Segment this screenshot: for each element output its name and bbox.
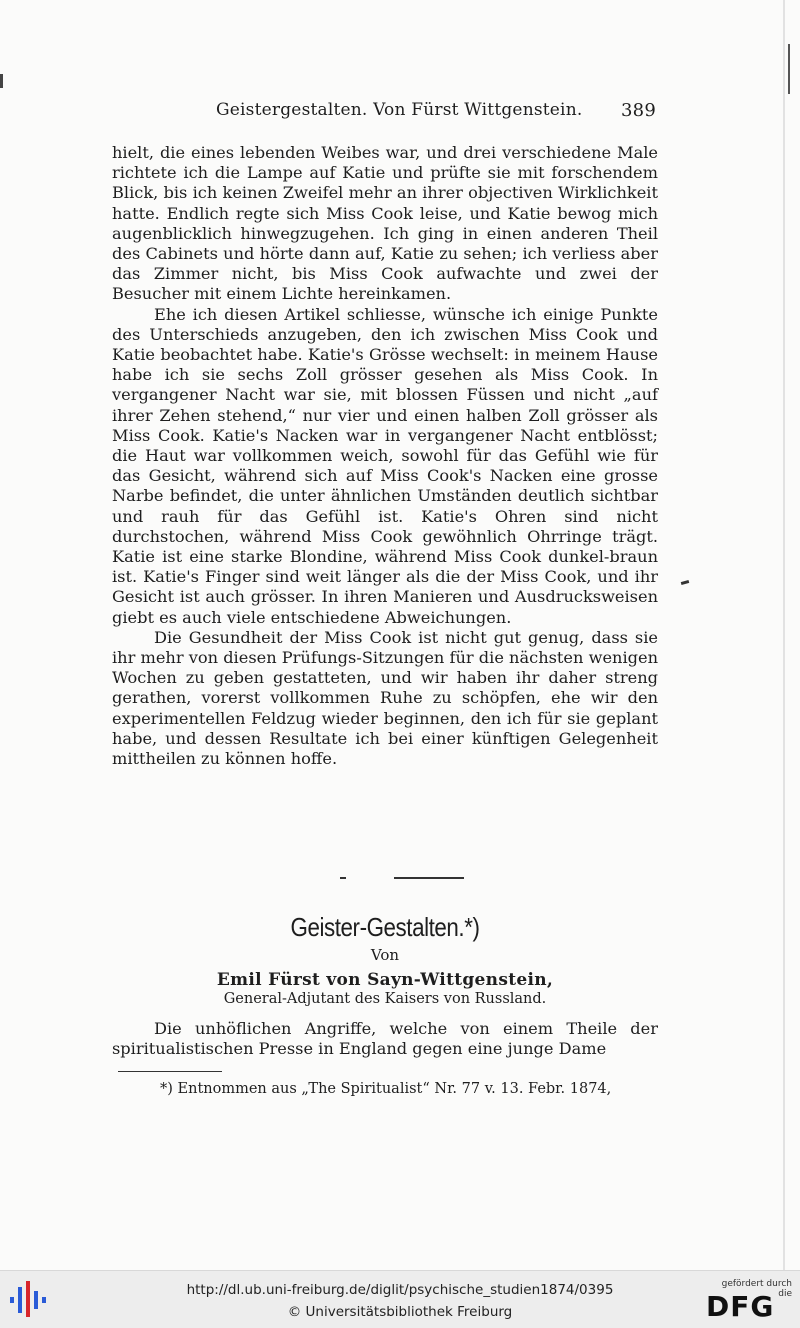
scan-edge-mark (0, 74, 3, 88)
body-text-lower (112, 1019, 658, 1059)
footnote-rule (118, 1071, 222, 1072)
scan-edge-shadow (788, 44, 790, 94)
running-head (216, 100, 656, 120)
viewer-footer (0, 1270, 800, 1328)
article-author-role: General-Adjutant des Kaisers von Russland. (223, 991, 547, 1007)
article-von: Von (370, 946, 400, 964)
footnote: *) Entnommen aus „The Spiritualist“ Nr. 77 v. 13. Febr. 1874, (160, 1081, 612, 1097)
body-text-upper (112, 143, 658, 769)
separator-dot (340, 877, 346, 879)
stray-ink-mark (681, 580, 690, 585)
article-title: Geister-Gestalten.*) (290, 912, 480, 942)
permalink-url[interactable]: http://dl.ub.uni-freiburg.de/diglit/psychische_studien1874/0395 (186, 1282, 614, 1298)
funding-note: gefördert durch die (721, 1279, 792, 1299)
dfg-logo: DFG (706, 1290, 775, 1323)
copyright-notice: © Universitätsbibliothek Freiburg (287, 1304, 513, 1320)
paragraph-4: Die unhöflichen Angriffe, welche von einem Theile der spiritualistischen Presse in England gegen eine junge Dame (112, 1019, 658, 1059)
paragraph-1: hielt, die eines lebenden Weibes war, und drei verschiedene Male richtete ich die Lampe auf Katie und prüfte sie mit forschendem Blick, bis ich keinen Zweifel mehr an ihrer objectiven Wirklichkeit hatte. Endlich regte sich Miss Cook leise, und Katie bewog mich augenblicklich hinwegzugehen. Ich ging in einen anderen Theil des Cabinets und hörte dann auf, Katie zu sehen; ich verliess aber das Zimmer nicht, bis Miss Cook aufwachte und zwei der Besucher mit einem Lichte hereinkamen. (112, 143, 658, 304)
page-number: 389 (621, 100, 656, 121)
paragraph-3: Die Gesundheit der Miss Cook ist nicht gut genug, dass sie ihr mehr von diesen Prüfungs-Sitzungen für die nächsten wenigen Wochen zu geben gestatteten, und wir haben ihr daher streng gerathen, vorerst vollkommen Ruhe zu schöpfen, ehe wir den experimentellen Feldzug wieder beginnen, den ich für sie geplant habe, und dessen Resultate ich bei einer künftigen Gelegenheit mittheilen zu können hoffe. (112, 627, 658, 769)
paragraph-2: Ehe ich diesen Artikel schliesse, wünsche ich einige Punkte des Unterschieds anzugeben, den ich zwischen Miss Cook und Katie beobachtet habe. Katie's Grösse wechselt: in meinem Hause habe ich sie sechs Zoll grösser gesehen als Miss Cook. In vergangener Nacht war sie, mit blossen Füssen und nicht „auf ihrer Zehen stehend,“ nur vier und einen halben Zoll grösser als Miss Cook. Katie's Nacken war in vergangener Nacht entblösst; die Haut war vollkommen weich, sowohl für das Gefühl wie für das Gesicht, während sich auf Miss Cook's Nacken eine grosse Narbe befindet, die unter ähnlichen Umständen deutlich sichtbar und rauh für das Gefühl ist. Katie's Ohren sind nicht durchstochen, während Miss Cook gewöhnlich Ohrringe trägt. Katie ist eine starke Blondine, während Miss Cook dunkel-braun ist. Katie's Finger sind weit länger als die der Miss Cook, und ihr Gesicht ist auch grösser. In ihren Manieren und Ausdrucksweisen giebt es auch viele entschiedene Abweichungen. (112, 304, 658, 627)
separator-rule (394, 877, 464, 879)
running-head-title: Geistergestalten. Von Fürst Wittgenstein. (216, 100, 583, 120)
scan-right-edge (783, 0, 785, 1270)
article-author: Emil Fürst von Sayn-Wittgenstein, (216, 970, 554, 990)
